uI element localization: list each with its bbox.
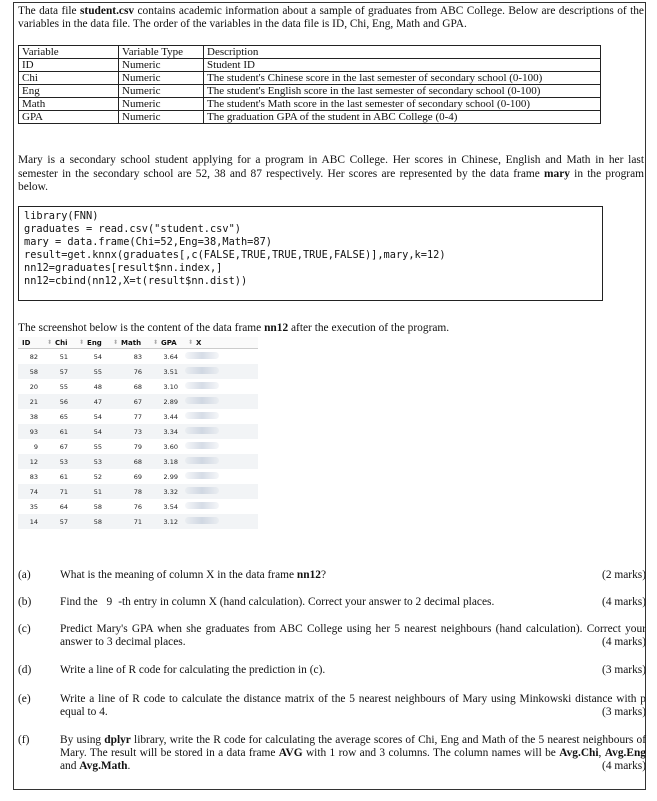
viewer-cell: 35: [29, 502, 38, 511]
frame-name: nn12: [264, 322, 289, 334]
viewer-cell: 71: [59, 487, 68, 496]
blurred-x-cell: [182, 487, 227, 496]
viewer-cell: 76: [133, 367, 142, 376]
viewer-cell: 69: [133, 472, 142, 481]
variable-cell: Chi: [19, 72, 119, 85]
viewer-header: [18, 337, 258, 349]
marks: (3 marks): [602, 706, 646, 718]
viewer-cell: 54: [93, 352, 102, 361]
r-code-block: library(FNN) graduates = read.csv("student.csv") mary = data.frame(Chi=52,Eng=38,Math=87) result=get.knnx(graduates[,c(FALSE,TRUE,TRUE,TRUE,FALSE)],mary,k=12) nn12=graduates[result$nn.index,] nn12=cbind(nn12,X=t(result$nn.dist)): [18, 206, 603, 301]
column-header-id[interactable]: ID: [22, 338, 31, 347]
variable-cell: ID: [19, 59, 119, 72]
header-variable: Variable: [19, 46, 119, 59]
viewer-cell: 3.32: [163, 487, 178, 496]
viewer-cell: 3.34: [163, 427, 178, 436]
blurred-x-cell: [182, 442, 227, 451]
marks: (2 marks): [602, 569, 646, 581]
viewer-cell: 51: [59, 352, 68, 361]
viewer-cell: 79: [133, 442, 142, 451]
viewer-cell: 77: [133, 412, 142, 421]
file-name: student.csv: [80, 5, 135, 17]
viewer-cell: 9: [33, 442, 38, 451]
viewer-cell: 3.60: [163, 442, 178, 451]
viewer-cell: 68: [133, 382, 142, 391]
table-row: [18, 499, 258, 514]
viewer-cell: 54: [93, 412, 102, 421]
column-header-chi[interactable]: ⬍ Chi: [47, 338, 68, 347]
type-cell: Numeric: [119, 98, 204, 111]
table-row: [18, 364, 258, 379]
viewer-cell: 2.89: [163, 397, 178, 406]
column-header-x[interactable]: ⬍ X: [188, 338, 202, 347]
blurred-x-cell: [182, 412, 227, 421]
table-row: [19, 98, 601, 111]
mary-name: mary: [544, 167, 570, 180]
variable-cell: Math: [19, 98, 119, 111]
viewer-cell: 67: [59, 442, 68, 451]
table-row: [18, 439, 258, 454]
intro-paragraph: The data file student.csv contains academic information about a sample of graduates from ABC College. Below are descriptions of the variables in the data file. The order of the variables in the data file is ID, Chi, Eng, Math and GPA.: [18, 5, 644, 30]
viewer-cell: 78: [133, 487, 142, 496]
table-row: [19, 111, 601, 124]
blurred-x-cell: [182, 367, 227, 376]
description-cell: The student's Math score in the last semester of secondary school (0-100): [204, 98, 601, 111]
sort-icon: ⬍: [47, 339, 53, 346]
viewer-cell: 38: [29, 412, 38, 421]
mary-paragraph: Mary is a secondary school student applying for a program in ABC College. Her scores in Chinese, English and Math in her last semester in the secondary school are 52, 38 and 87 respectively. Her scores are represented by the data frame mary in the program below.: [18, 154, 644, 193]
blurred-x-cell: [182, 472, 227, 481]
type-cell: Numeric: [119, 85, 204, 98]
table-row: [18, 349, 258, 364]
viewer-cell: 57: [59, 517, 68, 526]
viewer-cell: 73: [133, 427, 142, 436]
viewer-cell: 74: [29, 487, 38, 496]
viewer-cell: 58: [93, 517, 102, 526]
type-cell: Numeric: [119, 111, 204, 124]
viewer-cell: 3.18: [163, 457, 178, 466]
variable-table: [18, 45, 601, 124]
viewer-cell: 82: [29, 352, 38, 361]
viewer-body: [18, 349, 258, 529]
viewer-cell: 83: [29, 472, 38, 481]
table-row: [18, 379, 258, 394]
blurred-x-cell: [182, 352, 227, 361]
blurred-x-cell: [182, 502, 227, 511]
sort-icon: ⬍: [188, 339, 194, 346]
viewer-cell: 64: [59, 502, 68, 511]
viewer-cell: 83: [133, 352, 142, 361]
column-header-eng[interactable]: ⬍ Eng: [79, 338, 102, 347]
viewer-cell: 58: [93, 502, 102, 511]
table-row: [18, 409, 258, 424]
viewer-cell: 52: [93, 472, 102, 481]
viewer-cell: 58: [29, 367, 38, 376]
viewer-cell: 14: [29, 517, 38, 526]
marks: (3 marks): [602, 664, 646, 676]
viewer-cell: 48: [93, 382, 102, 391]
marks: (4 marks): [602, 596, 646, 608]
column-header-gpa[interactable]: ⬍ GPA: [153, 338, 177, 347]
marks: (4 marks): [602, 636, 646, 648]
type-cell: Numeric: [119, 72, 204, 85]
viewer-cell: 55: [93, 367, 102, 376]
table-row: [19, 59, 601, 72]
viewer-cell: 53: [93, 457, 102, 466]
blurred-x-cell: [182, 517, 227, 526]
viewer-cell: 3.12: [163, 517, 178, 526]
table-row: [18, 454, 258, 469]
viewer-cell: 57: [59, 367, 68, 376]
viewer-cell: 55: [93, 442, 102, 451]
table-row: [19, 85, 601, 98]
viewer-cell: 47: [93, 397, 102, 406]
sort-icon: ⬍: [153, 339, 159, 346]
variable-cell: Eng: [19, 85, 119, 98]
entry-number: 9: [106, 596, 113, 608]
blurred-x-cell: [182, 397, 227, 406]
screenshot-caption: The screenshot below is the content of the data frame nn12 after the execution of the program.: [18, 322, 450, 334]
sort-icon: ⬍: [113, 339, 119, 346]
description-cell: The student's English score in the last semester of secondary school (0-100): [204, 85, 601, 98]
column-header-math[interactable]: ⬍ Math: [113, 338, 142, 347]
viewer-cell: 55: [59, 382, 68, 391]
viewer-cell: 56: [59, 397, 68, 406]
table-row: [18, 424, 258, 439]
viewer-cell: 71: [133, 517, 142, 526]
viewer-cell: 76: [133, 502, 142, 511]
table-row: [19, 72, 601, 85]
viewer-cell: 21: [29, 397, 38, 406]
marks: (4 marks): [602, 760, 646, 772]
viewer-cell: 54: [93, 427, 102, 436]
header-variable-type: Variable Type: [119, 46, 204, 59]
viewer-cell: 3.44: [163, 412, 178, 421]
blurred-x-cell: [182, 382, 227, 391]
viewer-cell: 61: [59, 427, 68, 436]
description-cell: The graduation GPA of the student in ABC College (0-4): [204, 111, 601, 124]
viewer-cell: 67: [133, 397, 142, 406]
viewer-cell: 93: [29, 427, 38, 436]
viewer-cell: 3.54: [163, 502, 178, 511]
viewer-cell: 2.99: [163, 472, 178, 481]
viewer-cell: 12: [29, 457, 38, 466]
viewer-cell: 20: [29, 382, 38, 391]
viewer-cell: 65: [59, 412, 68, 421]
type-cell: Numeric: [119, 59, 204, 72]
viewer-cell: 68: [133, 457, 142, 466]
sort-icon: ⬍: [79, 339, 85, 346]
viewer-cell: 3.51: [163, 367, 178, 376]
viewer-cell: 53: [59, 457, 68, 466]
description-cell: Student ID: [204, 59, 601, 72]
blurred-x-cell: [182, 457, 227, 466]
blurred-x-cell: [182, 427, 227, 436]
header-description: Description: [204, 46, 601, 59]
table-row: [18, 514, 258, 529]
description-cell: The student's Chinese score in the last semester of secondary school (0-100): [204, 72, 601, 85]
variable-cell: GPA: [19, 111, 119, 124]
table-row: [18, 394, 258, 409]
data-viewer: [18, 337, 258, 552]
viewer-cell: 3.10: [163, 382, 178, 391]
table-header-row: [19, 46, 601, 59]
table-row: [18, 469, 258, 484]
viewer-cell: 51: [93, 487, 102, 496]
table-row: [18, 484, 258, 499]
viewer-cell: 61: [59, 472, 68, 481]
viewer-cell: 3.64: [163, 352, 178, 361]
